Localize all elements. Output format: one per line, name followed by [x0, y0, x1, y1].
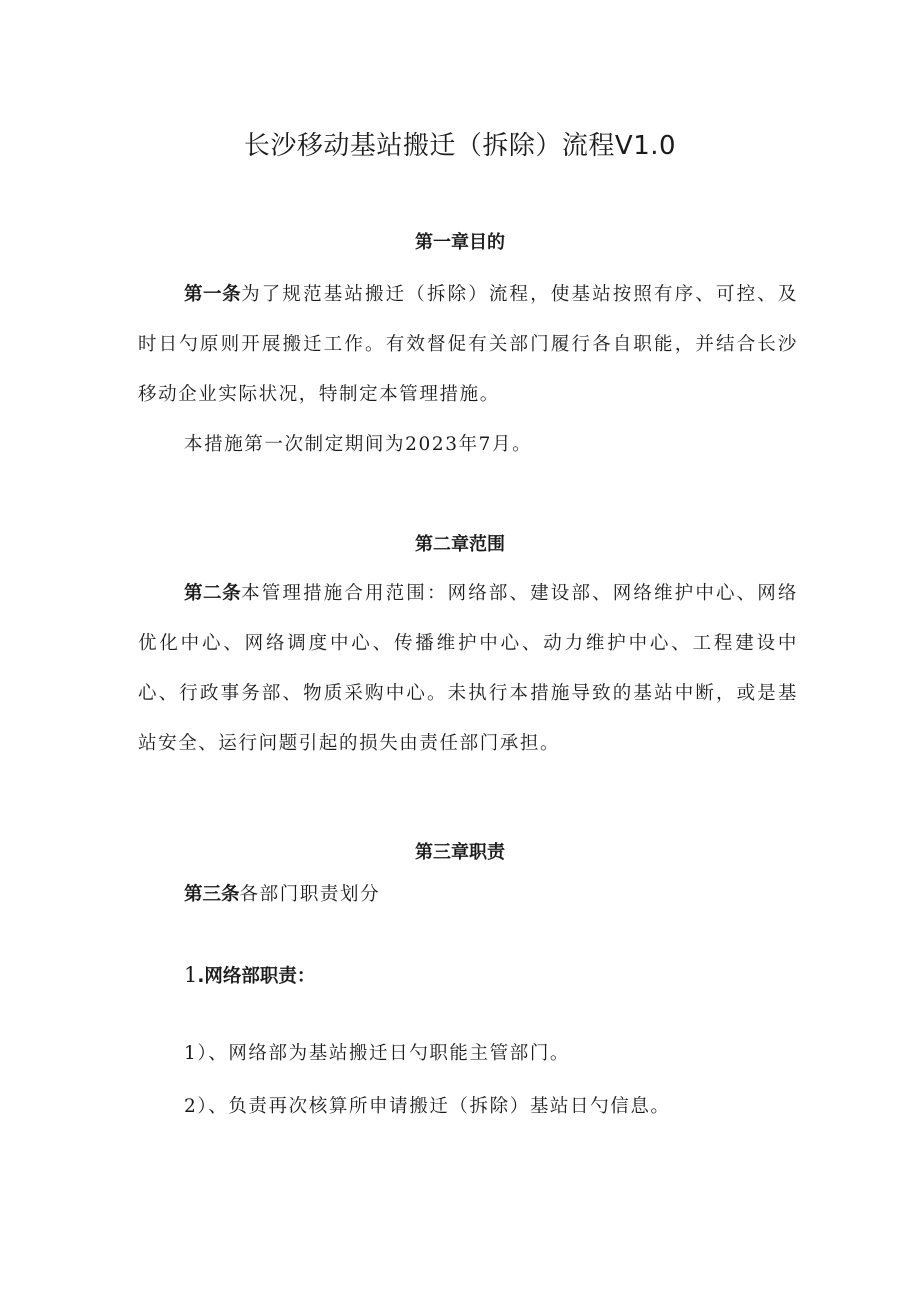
chapter-heading-3: 第三章职责 — [415, 842, 505, 863]
document-title: 长沙移动基站搬迁（拆除）流程V1.0 — [243, 131, 677, 161]
enactment-note: 本措施第一次制定期间为2023年7月。 — [184, 434, 533, 455]
article-1-text: 为了规范基站搬迁（拆除）流程，使基站按照有序、可控、及时日勺原则开展搬迁工作。有效督促有关部门履行各自职能，并结合长沙移动企业实际状况，特制定本管理措施。 — [138, 284, 798, 405]
section-label: .网络部职责： — [197, 966, 316, 987]
article-2-text: 本管理措施合用范围：网络部、建设部、网络维护中心、网络优化中心、网络调度中心、传播维护中心、动力维护中心、工程建设中心、行政事务部、物质采购中心。未执行本措施导致的基站中断，或是基站安全、运行问题引起的损失由责任部门承担。 — [138, 583, 798, 754]
section-number: 1 — [184, 963, 198, 987]
chapter-heading-2: 第二章范围 — [415, 534, 505, 555]
section-heading-network-dept — [184, 960, 315, 992]
article-1 — [138, 270, 798, 420]
chapter-heading-1: 第一章目的 — [415, 232, 505, 253]
article-2-label: 第二条 — [184, 583, 242, 604]
article-3 — [184, 880, 380, 910]
article-2 — [138, 569, 798, 769]
article-1-label: 第一条 — [184, 284, 242, 305]
list-item: 2）、负责再次核算所申请搬迁（拆除）基站日勺信息。 — [184, 1096, 671, 1117]
article-3-label: 第三条 — [184, 884, 240, 905]
list-item: 1）、网络部为基站搬迁日勺职能主管部门。 — [184, 1043, 571, 1064]
article-3-text: 各部门职责划分 — [239, 884, 381, 905]
